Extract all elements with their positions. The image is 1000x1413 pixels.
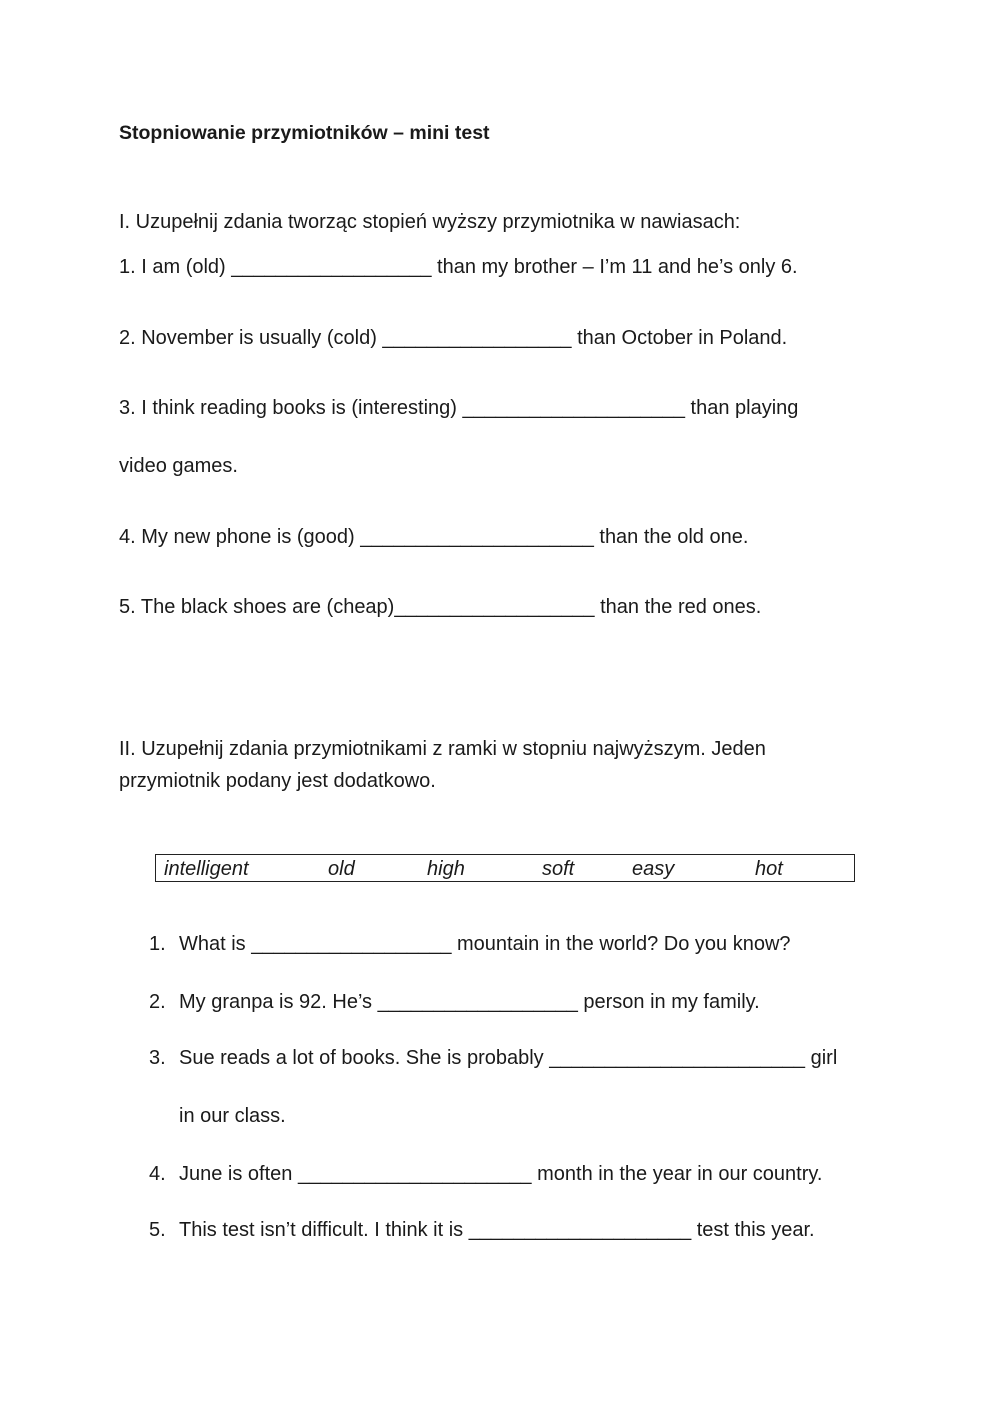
section2-item-4-number: 4. — [149, 1163, 166, 1185]
word-box-word: high — [427, 858, 465, 880]
word-box-word: hot — [755, 858, 783, 880]
word-box — [155, 854, 855, 882]
section2-item-2-number: 2. — [149, 991, 166, 1013]
section2-item-1: What is __________________ mountain in the world? Do you know? — [179, 933, 791, 955]
section2-item-1-number: 1. — [149, 933, 166, 955]
section2-item-3-continuation: in our class. — [179, 1105, 286, 1127]
word-box-word: old — [328, 858, 355, 880]
word-box-word: easy — [632, 858, 675, 880]
section2-instruction-line2: przymiotnik podany jest dodatkowo. — [119, 770, 436, 792]
section1-item-4: 4. My new phone is (good) _____________________ than the old one. — [119, 526, 749, 548]
section2-item-2: My granpa is 92. He’s __________________ person in my family. — [179, 991, 760, 1013]
word-box-word: intelligent — [164, 858, 249, 880]
section1-item-3-continuation: video games. — [119, 455, 238, 477]
section2-item-3-number: 3. — [149, 1047, 166, 1069]
section2-item-5: This test isn’t difficult. I think it is ____________________ test this year. — [179, 1219, 815, 1241]
section1-item-5: 5. The black shoes are (cheap)__________________ than the red ones. — [119, 596, 762, 618]
section1-item-2: 2. November is usually (cold) _________________ than October in Poland. — [119, 327, 788, 349]
section1-instruction: I. Uzupełnij zdania tworząc stopień wyższy przymiotnika w nawiasach: — [119, 211, 741, 233]
page-title: Stopniowanie przymiotników – mini test — [119, 122, 490, 144]
section2-item-4: June is often _____________________ month in the year in our country. — [179, 1163, 823, 1185]
section1-item-3: 3. I think reading books is (interesting) ____________________ than playing — [119, 397, 799, 419]
section1-item-1: 1. I am (old) __________________ than my brother – I’m 11 and he’s only 6. — [119, 256, 798, 278]
section2-instruction-line1: II. Uzupełnij zdania przymiotnikami z ramki w stopniu najwyższym. Jeden — [119, 738, 766, 760]
word-box-word: soft — [542, 858, 575, 880]
section2-item-5-number: 5. — [149, 1219, 166, 1241]
section2-item-3: Sue reads a lot of books. She is probably _______________________ girl — [179, 1047, 838, 1069]
